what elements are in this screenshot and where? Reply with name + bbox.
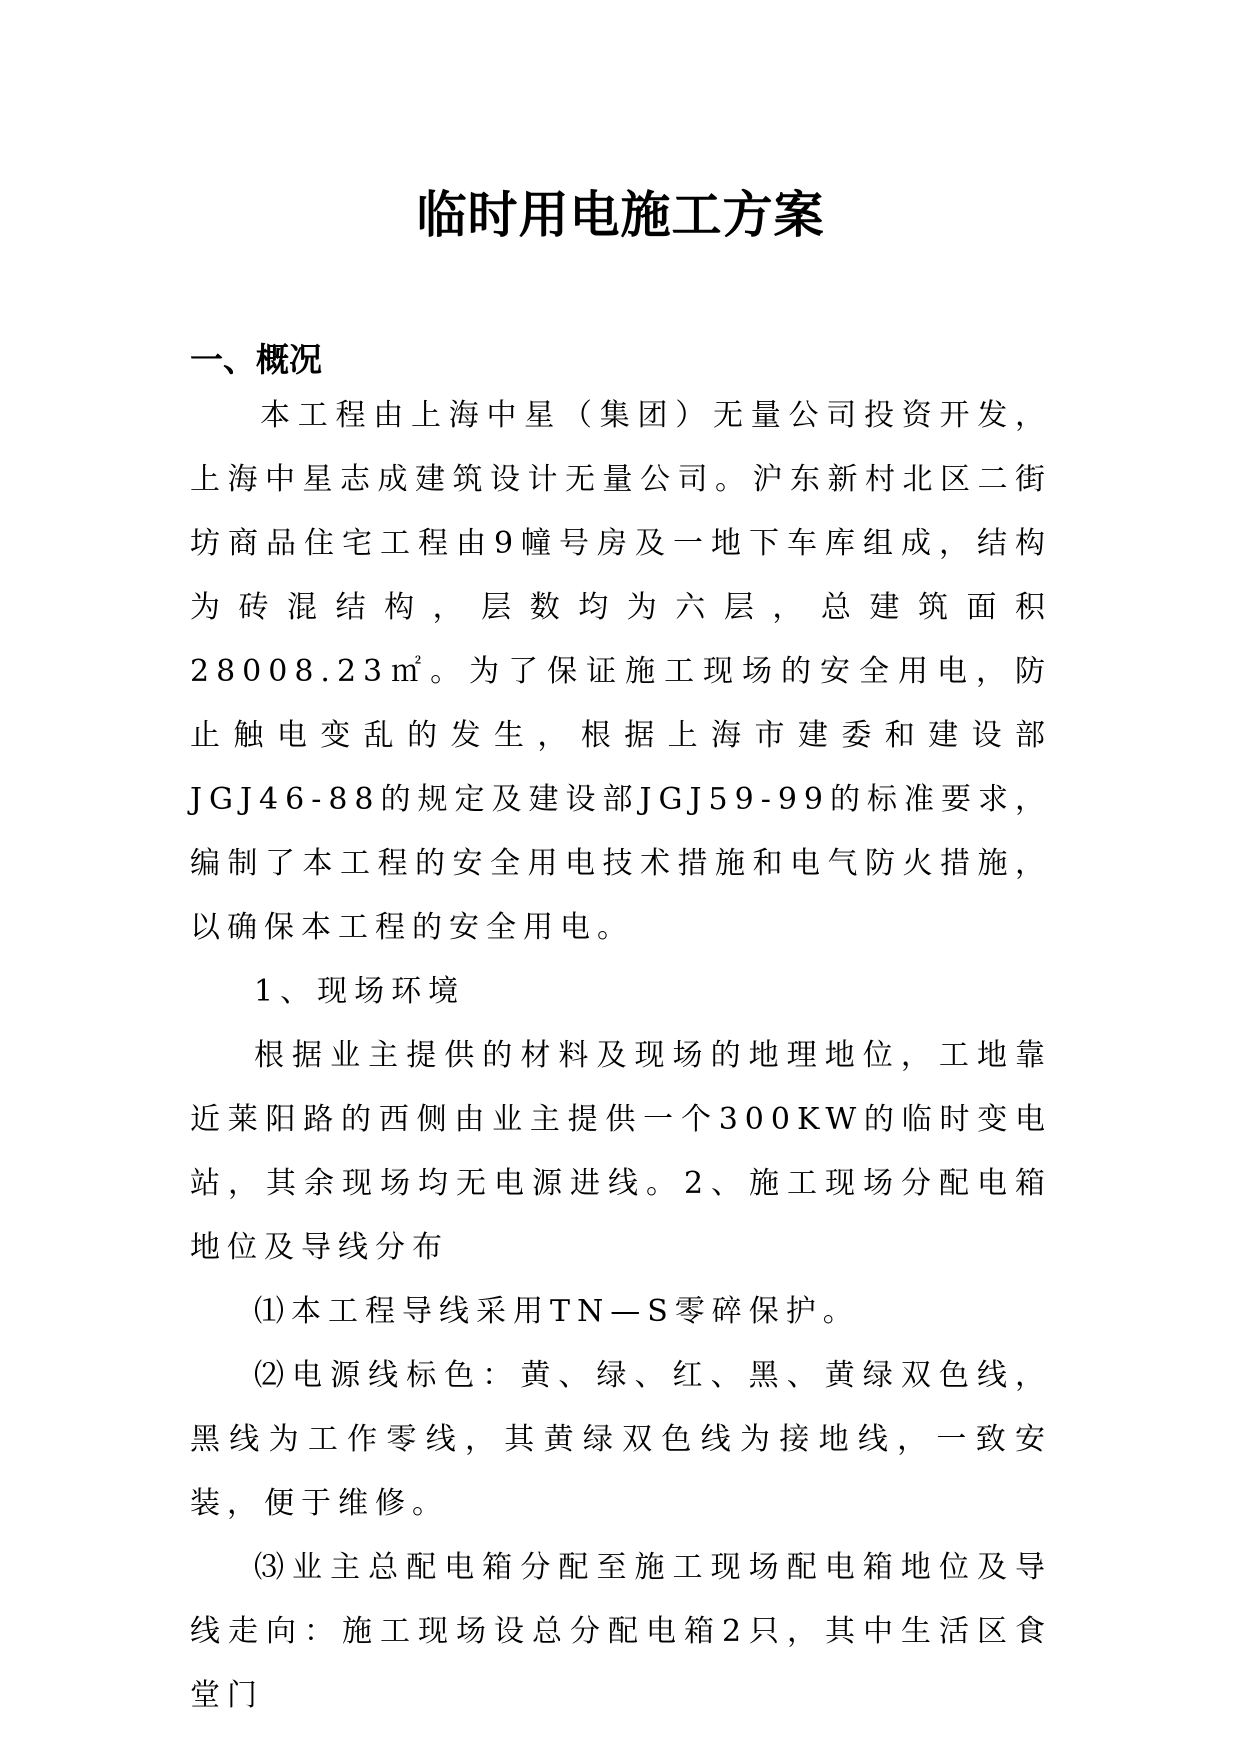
paragraph-item-3: ⑶业主总配电箱分配至施工现场配电箱地位及导线走向：施工现场设总分配电箱2只，其中生活区食堂门 [190,1550,1052,1713]
document-body [190,384,1052,1728]
section-heading-overview: 一、概况 [190,340,322,379]
paragraph-project-overview: 本工程由上海中星（集团）无量公司投资开发，上海中星志成建筑设计无量公司。沪东新村北区二街坊商品住宅工程由9幢号房及一地下车库组成，结构为砖混结构，层数均为六层，总建筑面积28008.23㎡。为了保证施工现场的安全用电，防止触电变乱的发生，根据上海市建委和建设部JGJ46-88的规定及建设部JGJ59-99的标准要求，编制了本工程的安全用电技术措施和电气防火措施，以确保本工程的安全用电。 [190,398,1053,945]
paragraph-site-environment-heading: 1、现场环境 [254,974,466,1009]
paragraph-item-1: ⑴本工程导线采用TN—S零碎保护。 [254,1294,860,1329]
document-title: 临时用电施工方案 [416,186,825,244]
paragraph-site-environment: 根据业主提供的材料及现场的地理地位，工地靠近莱阳路的西侧由业主提供一个300KW的临时变电站，其余现场均无电源进线。2、施工现场分配电箱地位及导线分布 [190,1038,1052,1265]
paragraph-item-2: ⑵电源线标色：黄、绿、红、黑、黄绿双色线，黑线为工作零线，其黄绿双色线为接地线，一致安装，便于维修。 [190,1358,1052,1521]
